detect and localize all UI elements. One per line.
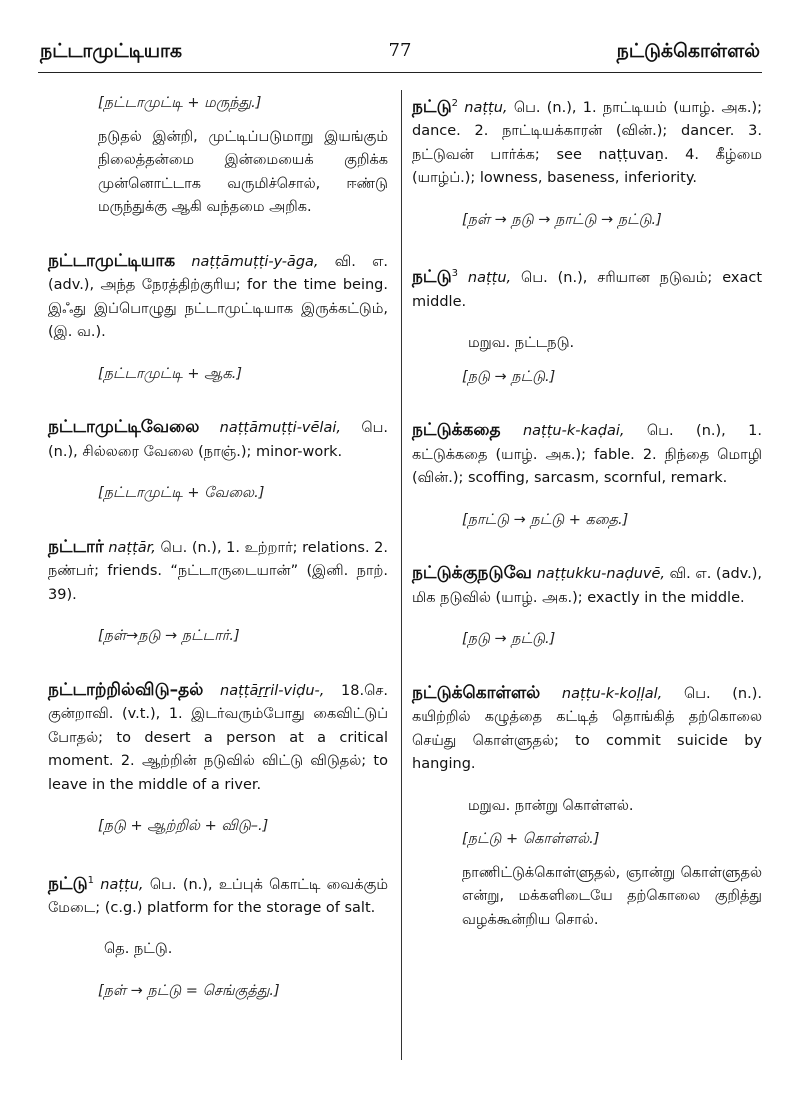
usage-note: நடுதல் இன்றி, முட்டிப்படுமாறு இயங்கும் நிலைத்தன்மை இன்மையைக் குறிக்க முன்னொட்டாக வருமிச்சொல், ஈண்டு மருந்துக்கு ஆகி வந்தமை அறிக. [98, 128, 388, 215]
entry [48, 679, 388, 798]
headword: நட்டு [412, 267, 452, 288]
headword: நட்டுக்கொள்ளல் [412, 682, 541, 703]
headword: நட்டு [412, 96, 452, 117]
etymology: [நடு → நட்டு.] [462, 631, 556, 648]
definition: வி. எ. (adv.), அந்த நேரத்திற்குரிய; for the time being. இஃது இப்பொழுது நட்டாமுட்டியாக இருக்கட்டும், (இ. வ.). [48, 253, 389, 340]
entry [412, 92, 762, 191]
entry [48, 250, 388, 345]
left-guide-word: நட்டாமுட்டியாக [40, 40, 183, 62]
definition: பெ. (n.), 1. நாட்டியம் (யாழ். அக.); dance. 2. நாட்டியக்காரன் (வின்.); dancer. 3. நட்டுவன் பார்க்க; see naṭṭuvaṉ. 4. கீழ்மை (யாழ்ப்.); lowness, baseness, inferiority. [412, 99, 762, 187]
right-column [412, 92, 762, 932]
headword: நட்டுக்குநடுவே [412, 563, 532, 584]
transliteration: naṭṭāṟṟil-viḍu-, [220, 682, 325, 699]
etymology: [நட்டாமுட்டி + வேலை.] [98, 485, 265, 501]
transliteration: naṭṭu-k-koḷḷal, [561, 685, 663, 702]
headword: நட்டாமுட்டியாக [48, 250, 176, 271]
definition: பெ. (n.), உப்புக் கொட்டி வைக்கும் மேடை; (c.g.) platform for the storage of salt. [48, 876, 388, 916]
usage-note: நாணிட்டுக்கொள்ளுதல், ஞான்று கொள்ளுதல் என்று, மக்களிடையே தற்கொலை குறித்து வழக்கூன்றிய சொல். [462, 864, 762, 928]
transliteration: naṭṭukku-naḍuvē, [536, 566, 665, 583]
headword: நட்டாமுட்டிவேலை [48, 417, 200, 437]
headword: நட்டுக்கதை [412, 420, 501, 441]
etymology: [நடு + ஆற்றில் + விடு–.] [98, 818, 269, 834]
homograph-number: 1 [87, 874, 94, 886]
page-number: 77 [388, 40, 412, 61]
entry [412, 682, 762, 777]
entry [412, 262, 762, 314]
etymology: [நள் → நடு → நாட்டு → நட்டு.] [462, 211, 662, 228]
transliteration: naṭṭār, [108, 539, 156, 556]
transliteration: naṭṭāmuṭṭi-vēlai, [219, 420, 341, 436]
entry [48, 536, 388, 608]
column-divider [401, 90, 402, 1060]
headword: நட்டாற்றில்விடு–தல் [48, 679, 204, 700]
right-guide-word: நட்டுக்கொள்ளல் [616, 40, 760, 62]
etymology: [நள் → நட்டு = செங்குத்து.] [98, 982, 280, 999]
transliteration: naṭṭu-k-kaḍai, [522, 423, 625, 440]
definition: பெ. (n.), சில்லரை வேலை (நாஞ்.); minor-work. [48, 420, 389, 460]
entry [48, 416, 388, 464]
etymology: [நடு → நட்டு.] [462, 368, 556, 385]
variant: மறுவ. நட்டநடு. [468, 335, 575, 352]
transliteration: naṭṭu, [464, 99, 508, 116]
cognate: தெ. நட்டு. [104, 941, 173, 958]
etymology: [நட்டாமுட்டி + மருந்து.] [98, 95, 262, 111]
definition: பெ. (n.), 1. உற்றார்; relations. 2. நண்பர்; friends. “நட்டாருடையான்” (இனி. நாற். 39). [48, 539, 388, 603]
left-column [48, 92, 388, 1003]
definition: பெ. (n.), 1. கட்டுக்கதை (யாழ். அக.); fable. 2. நிந்தை மொழி (வின்.); scoffing, sarcasm, scornful, remark. [412, 423, 763, 487]
definition: பெ. (n.). கயிற்றில் கழுத்தை கட்டித் தொங்கித் தற்கொலை செய்து கொள்ளுதல்; to commit suicide by hanging. [412, 685, 762, 773]
etymology: [நள்→நடு → நட்டார்.] [98, 628, 240, 644]
homograph-number: 2 [451, 98, 458, 109]
headword: நட்டு [48, 873, 88, 894]
entry [48, 869, 388, 921]
homograph-number: 3 [451, 268, 458, 280]
variant: மறுவ. நான்று கொள்ளல். [468, 797, 634, 814]
transliteration: naṭṭu, [467, 270, 512, 287]
definition: வி. எ. (adv.), மிக நடுவில் (யாழ். அக.); exactly in the middle. [412, 566, 763, 606]
entry [412, 562, 762, 610]
header-rule [38, 72, 762, 73]
transliteration: naṭṭāmuṭṭi-y-āga, [191, 253, 319, 270]
page-header [40, 40, 760, 70]
etymology: [நாட்டு → நட்டு + கதை.] [462, 511, 629, 528]
etymology: [நட்டாமுட்டி + ஆக.] [98, 365, 243, 382]
definition: பெ. (n.), சரியான நடுவம்; exact middle. [412, 270, 762, 310]
etymology: [நட்டு + கொள்ளல்.] [462, 831, 600, 848]
transliteration: naṭṭu, [100, 876, 144, 893]
definition: 18.செ. குன்றாவி. (v.t.), 1. இடர்வரும்போது கைவிட்டுப் போதல்; to desert a person at a critical moment. 2. ஆற்றின் நடுவில் விட்டு விடுதல்; to leave in the middle of a river. [48, 682, 389, 793]
entry [412, 419, 762, 491]
headword: நட்டார் [48, 536, 104, 557]
